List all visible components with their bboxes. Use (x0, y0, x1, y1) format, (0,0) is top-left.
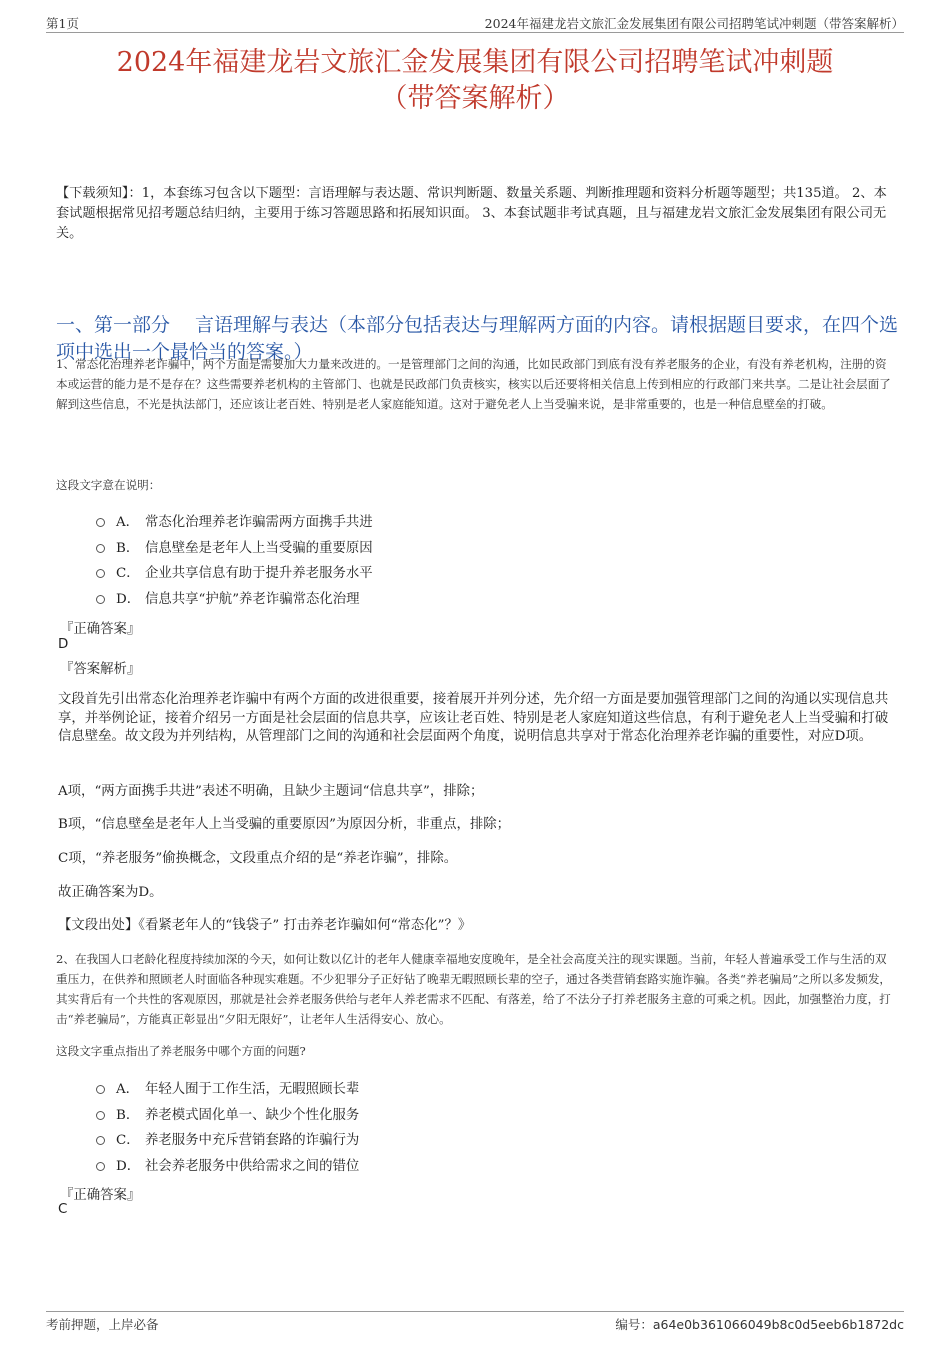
section-heading: 一、第一部分 言语理解与表达（本部分包括表达与理解两方面的内容。请根据题目要求，在四个选项中选出一个最恰当的答案。） (56, 314, 899, 363)
option-text: 社会养老服务中供给需求之间的错位 (145, 1158, 360, 1174)
radio-icon[interactable] (96, 1162, 105, 1171)
question-1-answer: D (58, 637, 69, 652)
option-text: 常态化治理养老诈骗需两方面携手共进 (145, 515, 373, 531)
question-1-option-c[interactable] (96, 559, 373, 585)
option-letter: D． (116, 1158, 141, 1174)
radio-icon[interactable] (96, 1085, 105, 1094)
question-1-line-b: B项，“信息壁垒是老年人上当受骗的重要原因”为原因分析，非重点，排除； (58, 817, 511, 832)
question-1-option-d[interactable] (96, 585, 373, 611)
question-1-line-c: C项，“养老服务”偷换概念，文段重点介绍的是“养老诈骗”，排除。 (58, 851, 458, 866)
radio-icon[interactable] (96, 595, 105, 604)
option-text: 企业共享信息有助于提升养老服务水平 (145, 566, 373, 582)
option-text: 养老模式固化单一、缺少个性化服务 (145, 1107, 360, 1123)
radio-icon[interactable] (96, 1136, 105, 1145)
footer-code-label: 编号： (615, 1317, 653, 1332)
footer-code (615, 1315, 904, 1333)
page-number: 第1页 (46, 16, 79, 31)
question-1-option-b[interactable] (96, 534, 373, 560)
question-2-option-b[interactable] (96, 1101, 359, 1127)
option-letter: B． (116, 540, 140, 556)
page-header (46, 14, 904, 33)
question-1-options (96, 508, 373, 610)
radio-icon[interactable] (96, 569, 105, 578)
option-letter: A． (116, 515, 140, 531)
question-1-option-a[interactable] (96, 508, 373, 534)
question-2-answer-label: 『正确答案』 (60, 1188, 141, 1203)
option-letter: C． (116, 1133, 140, 1149)
option-text: 信息共享“护航”养老诈骗常态化治理 (145, 591, 360, 607)
question-1-line-d: 故正确答案为D。 (58, 885, 163, 900)
question-2-option-c[interactable] (96, 1126, 359, 1152)
question-2-answer: C (58, 1202, 68, 1217)
title-line-2: （带答案解析） (380, 83, 570, 114)
download-notice: 【下载须知】：1，本套练习包含以下题型：言语理解与表达题、常识判断题、数量关系题、判断推理题和资料分析题等题型；共135道。 2、本套试题根据常见招考题总结归纳，主要用于练习答题思路和拓展知识面。 3、本套试题非考试真题，且与福建龙岩文旅汇金发展集团有限公司无关。 (56, 186, 887, 241)
title-line-1: 2024年福建龙岩文旅汇金发展集团有限公司招聘笔试冲刺题 (116, 47, 834, 78)
question-1-analysis-label: 『答案解析』 (60, 662, 141, 677)
footer-code-value: a64e0b361066049b8c0d5eeb6b1872dc (652, 1317, 904, 1332)
option-letter: D． (116, 591, 141, 607)
option-text: 年轻人囿于工作生活，无暇照顾长辈 (145, 1082, 360, 1098)
option-text: 养老服务中充斥营销套路的诈骗行为 (145, 1133, 360, 1149)
radio-icon[interactable] (96, 1111, 105, 1120)
question-2-options (96, 1075, 359, 1177)
question-1-line-a: A项，“两方面携手共进”表述不明确，且缺少主题词“信息共享”，排除； (58, 784, 484, 799)
question-2-prompt: 这段文字重点指出了养老服务中哪个方面的问题? (56, 1044, 306, 1058)
radio-icon[interactable] (96, 518, 105, 527)
footer-slogan: 考前押题，上岸必备 (46, 1317, 159, 1332)
question-2-option-d[interactable] (96, 1152, 359, 1178)
option-letter: C． (116, 566, 140, 582)
option-letter: A． (116, 1082, 140, 1098)
option-text: 信息壁垒是老年人上当受骗的重要原因 (145, 540, 373, 556)
question-1-answer-label: 『正确答案』 (60, 622, 141, 637)
document-title (40, 45, 910, 117)
question-1-prompt: 这段文字意在说明： (56, 478, 161, 492)
question-1-analysis: 文段首先引出常态化治理养老诈骗中有两个方面的改进很重要，接着展开并列分述，先介绍一方面是要加强管理部门之间的沟通以实现信息共享，并举例论证，接着介绍另一方面是社会层面的信息共享，应该让老百姓、特别是老人家庭知道这些信息，有利于避免老人上当受骗和打破信息壁垒。故文段为并列结构，从管理部门之间的沟通和社会层面两个角度，说明信息共享对于常态化治理养老诈骗的重要性，对应D项。 (58, 692, 889, 744)
radio-icon[interactable] (96, 544, 105, 553)
option-letter: B． (116, 1107, 140, 1123)
question-1-source: 【文段出处】《看紧老年人的“钱袋子” 打击养老诈骗如何“常态化”？》 (58, 918, 472, 933)
question-2-text: 2、在我国人口老龄化程度持续加深的今天，如何让数以亿计的老年人健康幸福地安度晚年，是全社会高度关注的现实课题。当前，年轻人普遍承受工作与生活的双重压力，在供养和照顾老人时面临各种现实难题。不少犯罪分子正好钻了晚辈无暇照顾长辈的空子，通过各类营销套路实施诈骗。各类“养老骗局”之所以多发频发，其实背后有一个共性的客观原因，那就是社会养老服务供给与老年人养老需求不匹配、有落差，给了不法分子打养老服务主意的可乘之机。因此，加强整治力度，打击“养老骗局”，方能真正彰显出“夕阳无限好”，让老年人生活得安心、放心。 (56, 952, 892, 1026)
question-1-text: 1、常态化治理养老诈骗中，两个方面是需要加大力量来改进的。一是管理部门之间的沟通，比如民政部门到底有没有养老服务的企业，有没有养老机构，注册的资本或运营的能力是不是存在？这些需要养老机构的主管部门、也就是民政部门负责核实，核实以后还要将相关信息上传到相应的行政部门来共享。二是让社会层面了解到这些信息，不光是执法部门，还应该让老百姓、特别是老人家庭能知道。这对于避免老人上当受骗来说，是非常重要的，也是一种信息壁垒的打破。 (56, 357, 891, 411)
question-2-option-a[interactable] (96, 1075, 359, 1101)
header-doc-title: 2024年福建龙岩文旅汇金发展集团有限公司招聘笔试冲刺题（带答案解析） (484, 16, 904, 31)
page-footer (46, 1311, 904, 1332)
